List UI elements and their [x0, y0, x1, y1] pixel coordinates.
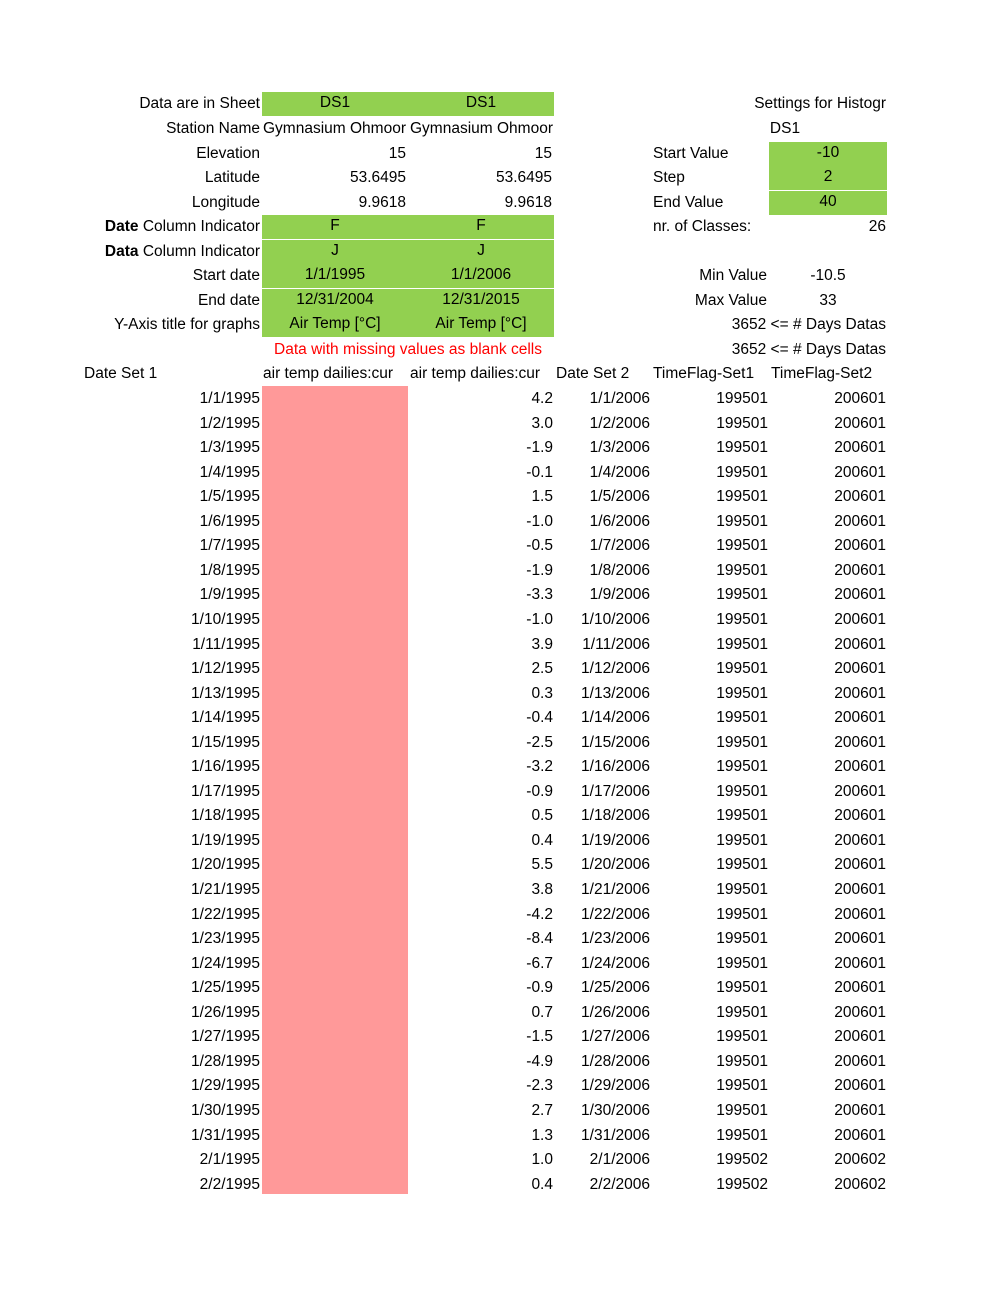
timeflag-set2-cell[interactable]: 200601 [834, 390, 886, 407]
air-temp-2-cell[interactable]: 2.7 [531, 1101, 553, 1119]
timeflag-set1-cell[interactable]: 199501 [716, 733, 768, 751]
date-set-2-cell[interactable]: 1/25/2006 [581, 979, 650, 997]
date-set-2-cell[interactable]: 1/20/2006 [581, 856, 650, 874]
date-set-1-cell[interactable]: 1/29/1995 [191, 1077, 260, 1095]
y-axis-title-label: Y-Axis title for graphs [114, 316, 260, 333]
date-set-1-cell[interactable]: 1/4/1995 [199, 463, 260, 481]
date-set-2-cell[interactable]: 1/15/2006 [581, 733, 650, 751]
date-set-1-cell[interactable]: 1/25/1995 [191, 979, 260, 997]
date-set-1-header: Date Set 1 [84, 365, 158, 382]
date-set-1-cell[interactable]: 1/28/1995 [191, 1052, 260, 1070]
date-set-2-cell[interactable]: 1/1/2006 [589, 390, 650, 407]
timeflag-set2-cell[interactable]: 200601 [834, 782, 886, 800]
air-temp-1-cell[interactable] [262, 1050, 408, 1074]
timeflag-set2-cell[interactable]: 200601 [834, 512, 886, 530]
air-temp-2-cell[interactable]: -1.0 [526, 512, 553, 530]
date-set-1-cell[interactable]: 1/30/1995 [191, 1101, 260, 1119]
air-temp-2-cell[interactable]: 3.8 [531, 881, 553, 898]
end-date-2-cell[interactable]: 12/31/2015 [408, 289, 554, 313]
end-date-1-cell[interactable]: 12/31/2004 [262, 289, 408, 313]
timeflag-set2-cell[interactable]: 200601 [834, 537, 886, 555]
air-temp-1-cell[interactable] [262, 583, 408, 607]
timeflag-set2-cell[interactable]: 200601 [834, 831, 886, 849]
timeflag-set1-cell[interactable]: 199501 [716, 414, 768, 432]
date-set-2-cell[interactable]: 1/11/2006 [582, 635, 650, 653]
timeflag-set1-cell[interactable]: 199501 [716, 439, 768, 457]
elevation-2-cell[interactable]: 15 [534, 145, 552, 162]
elevation-label: Elevation [196, 145, 260, 162]
date-set-1-cell[interactable]: 1/1/1995 [199, 390, 260, 407]
air-temp-1-cell[interactable] [262, 853, 408, 877]
date-col-1-cell[interactable]: F [262, 215, 408, 239]
longitude-label: Longitude [191, 194, 260, 211]
date-set-2-cell[interactable]: 1/8/2006 [589, 561, 650, 579]
date-set-2-cell[interactable]: 1/5/2006 [589, 488, 650, 506]
timeflag-set1-cell[interactable]: 199501 [716, 1028, 768, 1046]
timeflag-set1-cell[interactable]: 199501 [716, 684, 768, 702]
air-temp-1-cell[interactable] [262, 1124, 408, 1148]
max-value-label: Max Value [694, 292, 767, 309]
air-temp-2-cell[interactable]: 3.9 [531, 635, 553, 653]
timeflag-set1-cell[interactable]: 199501 [716, 856, 768, 874]
sheet-ds2-cell[interactable]: DS1 [408, 92, 554, 116]
days-check-1: 3652 <= # Days Datas [731, 316, 886, 333]
air-temp-2-cell[interactable]: -3.2 [526, 758, 553, 776]
timeflag-set2-cell[interactable]: 200601 [834, 635, 886, 653]
air-temp-1-cell[interactable] [262, 976, 408, 1000]
timeflag-set1-cell[interactable]: 199501 [716, 954, 768, 972]
date-set-2-cell[interactable]: 1/7/2006 [589, 537, 650, 555]
timeflag-set1-cell[interactable]: 199501 [716, 586, 768, 604]
timeflag-set2-cell[interactable]: 200601 [834, 660, 886, 678]
date-set-2-cell[interactable]: 1/27/2006 [581, 1028, 650, 1046]
air-temp-1-cell[interactable] [262, 608, 408, 632]
air-temp-2-cell[interactable]: -4.9 [526, 1052, 553, 1070]
air-temp-1-cell[interactable] [262, 657, 408, 681]
timeflag-set2-cell[interactable]: 200602 [834, 1151, 886, 1169]
latitude-1-cell[interactable]: 53.6495 [349, 169, 406, 186]
step-label: Step [653, 169, 685, 186]
date-set-1-cell[interactable]: 1/23/1995 [191, 930, 260, 948]
air-temp-1-cell[interactable] [262, 1001, 408, 1025]
timeflag-set1-cell[interactable]: 199501 [716, 758, 768, 776]
date-set-2-cell[interactable]: 1/4/2006 [589, 463, 650, 481]
air-temp-1-cell[interactable] [262, 485, 408, 509]
date-set-1-cell[interactable]: 1/7/1995 [199, 537, 260, 555]
timeflag-set1-cell[interactable]: 199501 [716, 1126, 768, 1144]
timeflag-set1-cell[interactable]: 199501 [716, 512, 768, 530]
longitude-2-cell[interactable]: 9.9618 [504, 194, 552, 211]
timeflag-set1-cell[interactable]: 199501 [716, 831, 768, 849]
date-set-2-cell[interactable]: 1/9/2006 [589, 586, 650, 604]
air-temp-2-cell[interactable]: -0.4 [526, 709, 553, 727]
timeflag-set2-cell[interactable]: 200601 [834, 758, 886, 776]
air-temp-2-cell[interactable]: -0.9 [526, 979, 553, 997]
air-temp-1-cell[interactable] [262, 829, 408, 853]
date-set-1-cell[interactable]: 1/6/1995 [199, 512, 260, 530]
date-set-2-cell[interactable]: 1/10/2006 [581, 610, 650, 628]
date-set-1-cell[interactable]: 1/14/1995 [191, 709, 260, 727]
timeflag-set2-cell[interactable]: 200602 [834, 1175, 886, 1193]
air-temp-2-cell[interactable]: -2.3 [526, 1077, 553, 1095]
timeflag-set1-cell[interactable]: 199502 [716, 1151, 768, 1169]
air-temp-1-cell[interactable] [262, 534, 408, 558]
air-temp-1-cell[interactable] [262, 1099, 408, 1123]
date-set-1-cell[interactable]: 1/22/1995 [191, 905, 260, 923]
air-temp-2-cell[interactable]: 0.4 [531, 831, 553, 849]
air-temp-2-cell[interactable]: -3.3 [526, 586, 553, 604]
air-temp-1-cell[interactable] [262, 510, 408, 534]
timeflag-set1-cell[interactable]: 199501 [716, 1101, 768, 1119]
date-set-2-cell[interactable]: 1/28/2006 [581, 1052, 650, 1070]
air-temp-1-cell[interactable] [262, 387, 408, 411]
timeflag-set1-cell[interactable]: 199501 [716, 537, 768, 555]
timeflag-set1-cell[interactable]: 199501 [716, 610, 768, 628]
air-temp-1-cell[interactable] [262, 412, 408, 436]
timeflag-set2-cell[interactable]: 200601 [834, 1003, 886, 1021]
start-date-label: Start date [192, 267, 260, 284]
air-temp-1-cell[interactable] [262, 633, 408, 657]
air-temp-2-cell[interactable]: -6.7 [526, 954, 553, 972]
date-set-2-cell[interactable]: 1/16/2006 [581, 758, 650, 776]
date-column-indicator-label: Date Column Indicator [104, 218, 260, 235]
date-set-2-cell[interactable]: 1/13/2006 [581, 684, 650, 702]
air-temp-2-cell[interactable]: 1.0 [531, 1151, 553, 1169]
date-set-1-cell[interactable]: 1/8/1995 [199, 561, 260, 579]
timeflag-set2-cell[interactable]: 200601 [834, 1052, 886, 1070]
data-column-indicator-label: Data Column Indicator [104, 243, 260, 260]
timeflag-set2-header: TimeFlag-Set2 [771, 365, 873, 382]
date-set-1-cell[interactable]: 1/11/1995 [192, 635, 260, 653]
timeflag-set2-cell[interactable]: 200601 [834, 979, 886, 997]
date-set-2-cell[interactable]: 1/3/2006 [589, 439, 650, 457]
date-set-1-cell[interactable]: 1/19/1995 [191, 831, 260, 849]
longitude-1-cell[interactable]: 9.9618 [358, 194, 406, 211]
date-col-2-cell[interactable]: F [408, 215, 554, 239]
y-axis-title-2-cell[interactable]: Air Temp [°C] [408, 313, 554, 337]
step-cell[interactable]: 2 [769, 166, 887, 190]
timeflag-set1-cell[interactable]: 199501 [716, 1003, 768, 1021]
histogram-settings-title: Settings for Histogr [754, 95, 886, 112]
timeflag-set1-cell[interactable]: 199501 [716, 1077, 768, 1095]
date-set-1-cell[interactable]: 1/17/1995 [191, 782, 260, 800]
air-temp-2-cell[interactable]: 2.5 [531, 660, 553, 678]
timeflag-set1-cell[interactable]: 199501 [716, 635, 768, 653]
date-set-1-cell[interactable]: 1/27/1995 [191, 1028, 260, 1046]
missing-values-note: Data with missing values as blank cells [274, 341, 542, 358]
date-set-2-cell[interactable]: 1/18/2006 [581, 807, 650, 825]
timeflag-set2-cell[interactable]: 200601 [834, 954, 886, 972]
air-temp-2-cell[interactable]: 1.5 [531, 488, 553, 506]
timeflag-set2-cell[interactable]: 200601 [834, 1101, 886, 1119]
end-value-cell[interactable]: 40 [769, 191, 887, 215]
timeflag-set1-cell[interactable]: 199501 [716, 390, 768, 407]
air-temp-1-cell[interactable] [262, 731, 408, 755]
air-temp-1-cell[interactable] [262, 804, 408, 828]
classes-label: nr. of Classes: [653, 218, 752, 235]
min-value: -10.5 [810, 267, 846, 284]
timeflag-set1-cell[interactable]: 199501 [716, 1052, 768, 1070]
air-temp-1-cell[interactable] [262, 706, 408, 730]
timeflag-set2-cell[interactable]: 200601 [834, 414, 886, 432]
start-value-label: Start Value [653, 145, 729, 162]
air-temp-2-cell[interactable]: -0.9 [526, 782, 553, 800]
air-temp-2-cell[interactable]: -0.5 [526, 537, 553, 555]
air-temp-2-cell[interactable]: -4.2 [526, 905, 553, 923]
date-set-1-cell[interactable]: 1/15/1995 [191, 733, 260, 751]
air-temp-1-cell[interactable] [262, 682, 408, 706]
date-set-2-cell[interactable]: 1/19/2006 [581, 831, 650, 849]
air-temp-1-cell[interactable] [262, 436, 408, 460]
sheet-label: Data are in Sheet [139, 95, 260, 112]
date-set-1-cell[interactable]: 1/5/1995 [199, 488, 260, 506]
air-temp-2-cell[interactable]: 5.5 [531, 856, 553, 874]
date-set-2-cell[interactable]: 1/24/2006 [581, 954, 650, 972]
start-date-2-cell[interactable]: 1/1/2006 [408, 264, 554, 288]
timeflag-set1-cell[interactable]: 199501 [716, 905, 768, 923]
timeflag-set1-cell[interactable]: 199501 [716, 488, 768, 506]
timeflag-set2-cell[interactable]: 200601 [834, 905, 886, 923]
air-temp-2-cell[interactable]: -8.4 [526, 930, 553, 948]
timeflag-set2-cell[interactable]: 200601 [834, 807, 886, 825]
date-set-1-cell[interactable]: 1/2/1995 [199, 414, 260, 432]
date-set-2-cell[interactable]: 1/31/2006 [581, 1126, 650, 1144]
y-axis-title-1-cell[interactable]: Air Temp [°C] [262, 313, 408, 337]
date-set-1-cell[interactable]: 1/26/1995 [191, 1003, 260, 1021]
date-set-2-cell[interactable]: 1/30/2006 [581, 1101, 650, 1119]
air-temp-2-cell[interactable]: -0.1 [526, 463, 553, 481]
latitude-2-cell[interactable]: 53.6495 [495, 169, 552, 186]
start-value-cell[interactable]: -10 [769, 142, 887, 166]
date-set-1-cell[interactable]: 2/2/1995 [199, 1175, 260, 1193]
timeflag-set2-cell[interactable]: 200601 [834, 1126, 886, 1144]
date-set-1-cell[interactable]: 1/9/1995 [199, 586, 260, 604]
timeflag-set1-cell[interactable]: 199501 [716, 807, 768, 825]
end-date-label: End date [197, 292, 260, 309]
timeflag-set2-cell[interactable]: 200601 [834, 488, 886, 506]
timeflag-set1-cell[interactable]: 199501 [716, 881, 768, 898]
histogram-sheet[interactable]: DS1 [769, 120, 801, 137]
date-set-1-cell[interactable]: 1/20/1995 [191, 856, 260, 874]
air-temp-2-cell[interactable]: -1.5 [526, 1028, 553, 1046]
timeflag-set1-cell[interactable]: 199501 [716, 660, 768, 678]
timeflag-set2-cell[interactable]: 200601 [834, 881, 886, 898]
date-set-2-cell[interactable]: 2/2/2006 [589, 1175, 650, 1193]
data-col-2-cell[interactable]: J [408, 240, 554, 264]
date-set-2-cell[interactable]: 1/21/2006 [581, 881, 650, 898]
timeflag-set2-cell[interactable]: 200601 [834, 684, 886, 702]
date-set-2-cell[interactable]: 1/14/2006 [581, 709, 650, 727]
max-value: 33 [819, 292, 837, 309]
air-temp-2-cell[interactable]: 3.0 [531, 414, 553, 432]
timeflag-set2-cell[interactable]: 200601 [834, 1077, 886, 1095]
date-set-2-cell[interactable]: 1/23/2006 [581, 930, 650, 948]
date-set-1-cell[interactable]: 1/18/1995 [191, 807, 260, 825]
date-set-2-cell[interactable]: 1/12/2006 [581, 660, 650, 678]
timeflag-set1-cell[interactable]: 199501 [716, 930, 768, 948]
date-set-1-cell[interactable]: 1/24/1995 [191, 954, 260, 972]
latitude-label: Latitude [204, 169, 260, 186]
date-set-1-cell[interactable]: 1/31/1995 [191, 1126, 260, 1144]
timeflag-set1-header: TimeFlag-Set1 [653, 365, 755, 382]
date-set-2-header: Date Set 2 [556, 365, 630, 382]
data-col-1-cell[interactable]: J [262, 240, 408, 264]
date-set-1-cell[interactable]: 1/12/1995 [191, 660, 260, 678]
air-temp-1-cell[interactable] [262, 1173, 408, 1197]
date-set-2-cell[interactable]: 1/17/2006 [581, 782, 650, 800]
air-temp-2-cell[interactable]: 0.7 [531, 1003, 553, 1021]
air-temp-1-cell[interactable] [262, 780, 408, 804]
date-set-1-cell[interactable]: 1/3/1995 [199, 439, 260, 457]
air-temp-2-cell[interactable]: 0.4 [531, 1175, 553, 1193]
air-temp-1-cell[interactable] [262, 1148, 408, 1172]
air-temp-1-cell[interactable] [262, 755, 408, 779]
date-set-1-cell[interactable]: 1/10/1995 [191, 610, 260, 628]
air-temp-2-header: air temp dailies:cur [410, 365, 541, 382]
timeflag-set1-cell[interactable]: 199502 [716, 1175, 768, 1193]
timeflag-set2-cell[interactable]: 200601 [834, 930, 886, 948]
station-label: Station Name [166, 120, 260, 137]
air-temp-1-cell[interactable] [262, 559, 408, 583]
classes-value: 26 [868, 218, 886, 235]
timeflag-set2-cell[interactable]: 200601 [834, 561, 886, 579]
date-set-1-cell[interactable]: 1/21/1995 [191, 881, 260, 898]
station-2-cell[interactable]: Gymnasium Ohmoor [410, 120, 553, 137]
air-temp-1-cell[interactable] [262, 461, 408, 485]
timeflag-set2-cell[interactable]: 200601 [834, 709, 886, 727]
elevation-1-cell[interactable]: 15 [388, 145, 406, 162]
air-temp-2-cell[interactable]: -2.5 [526, 733, 553, 751]
air-temp-1-cell[interactable] [262, 1074, 408, 1098]
air-temp-2-cell[interactable]: -1.9 [526, 561, 553, 579]
date-set-1-cell[interactable]: 1/16/1995 [191, 758, 260, 776]
timeflag-set2-cell[interactable]: 200601 [834, 586, 886, 604]
timeflag-set1-cell[interactable]: 199501 [716, 561, 768, 579]
air-temp-2-cell[interactable]: 0.5 [531, 807, 553, 825]
date-set-2-cell[interactable]: 1/6/2006 [589, 512, 650, 530]
air-temp-1-cell[interactable] [262, 903, 408, 927]
min-value-label: Min Value [699, 267, 767, 284]
end-value-label: End Value [653, 194, 724, 211]
timeflag-set2-cell[interactable]: 200601 [834, 463, 886, 481]
timeflag-set2-cell[interactable]: 200601 [834, 733, 886, 751]
timeflag-set2-cell[interactable]: 200601 [834, 1028, 886, 1046]
station-1-cell[interactable]: Gymnasium Ohmoor [263, 120, 406, 137]
air-temp-1-cell[interactable] [262, 927, 408, 951]
date-set-2-cell[interactable]: 1/2/2006 [589, 414, 650, 432]
date-set-2-cell[interactable]: 1/26/2006 [581, 1003, 650, 1021]
timeflag-set1-cell[interactable]: 199501 [716, 709, 768, 727]
timeflag-set1-cell[interactable]: 199501 [716, 782, 768, 800]
date-set-2-cell[interactable]: 2/1/2006 [589, 1151, 650, 1169]
date-set-2-cell[interactable]: 1/29/2006 [581, 1077, 650, 1095]
air-temp-1-cell[interactable] [262, 878, 408, 902]
days-check-2: 3652 <= # Days Datas [731, 341, 886, 358]
timeflag-set1-cell[interactable]: 199501 [716, 979, 768, 997]
air-temp-2-cell[interactable]: 4.2 [531, 390, 553, 407]
air-temp-2-cell[interactable]: -1.0 [526, 610, 553, 628]
timeflag-set2-cell[interactable]: 200601 [834, 439, 886, 457]
date-set-1-cell[interactable]: 2/1/1995 [199, 1151, 260, 1169]
timeflag-set2-cell[interactable]: 200601 [834, 610, 886, 628]
air-temp-1-cell[interactable] [262, 1025, 408, 1049]
date-set-2-cell[interactable]: 1/22/2006 [581, 905, 650, 923]
air-temp-2-cell[interactable]: 1.3 [531, 1126, 553, 1144]
start-date-1-cell[interactable]: 1/1/1995 [262, 264, 408, 288]
air-temp-1-cell[interactable] [262, 952, 408, 976]
timeflag-set1-cell[interactable]: 199501 [716, 463, 768, 481]
sheet-ds1-cell[interactable]: DS1 [262, 92, 408, 116]
date-set-1-cell[interactable]: 1/13/1995 [191, 684, 260, 702]
timeflag-set2-cell[interactable]: 200601 [834, 856, 886, 874]
air-temp-2-cell[interactable]: -1.9 [526, 439, 553, 457]
air-temp-2-cell[interactable]: 0.3 [531, 684, 553, 702]
air-temp-1-header: air temp dailies:cur [263, 365, 394, 382]
